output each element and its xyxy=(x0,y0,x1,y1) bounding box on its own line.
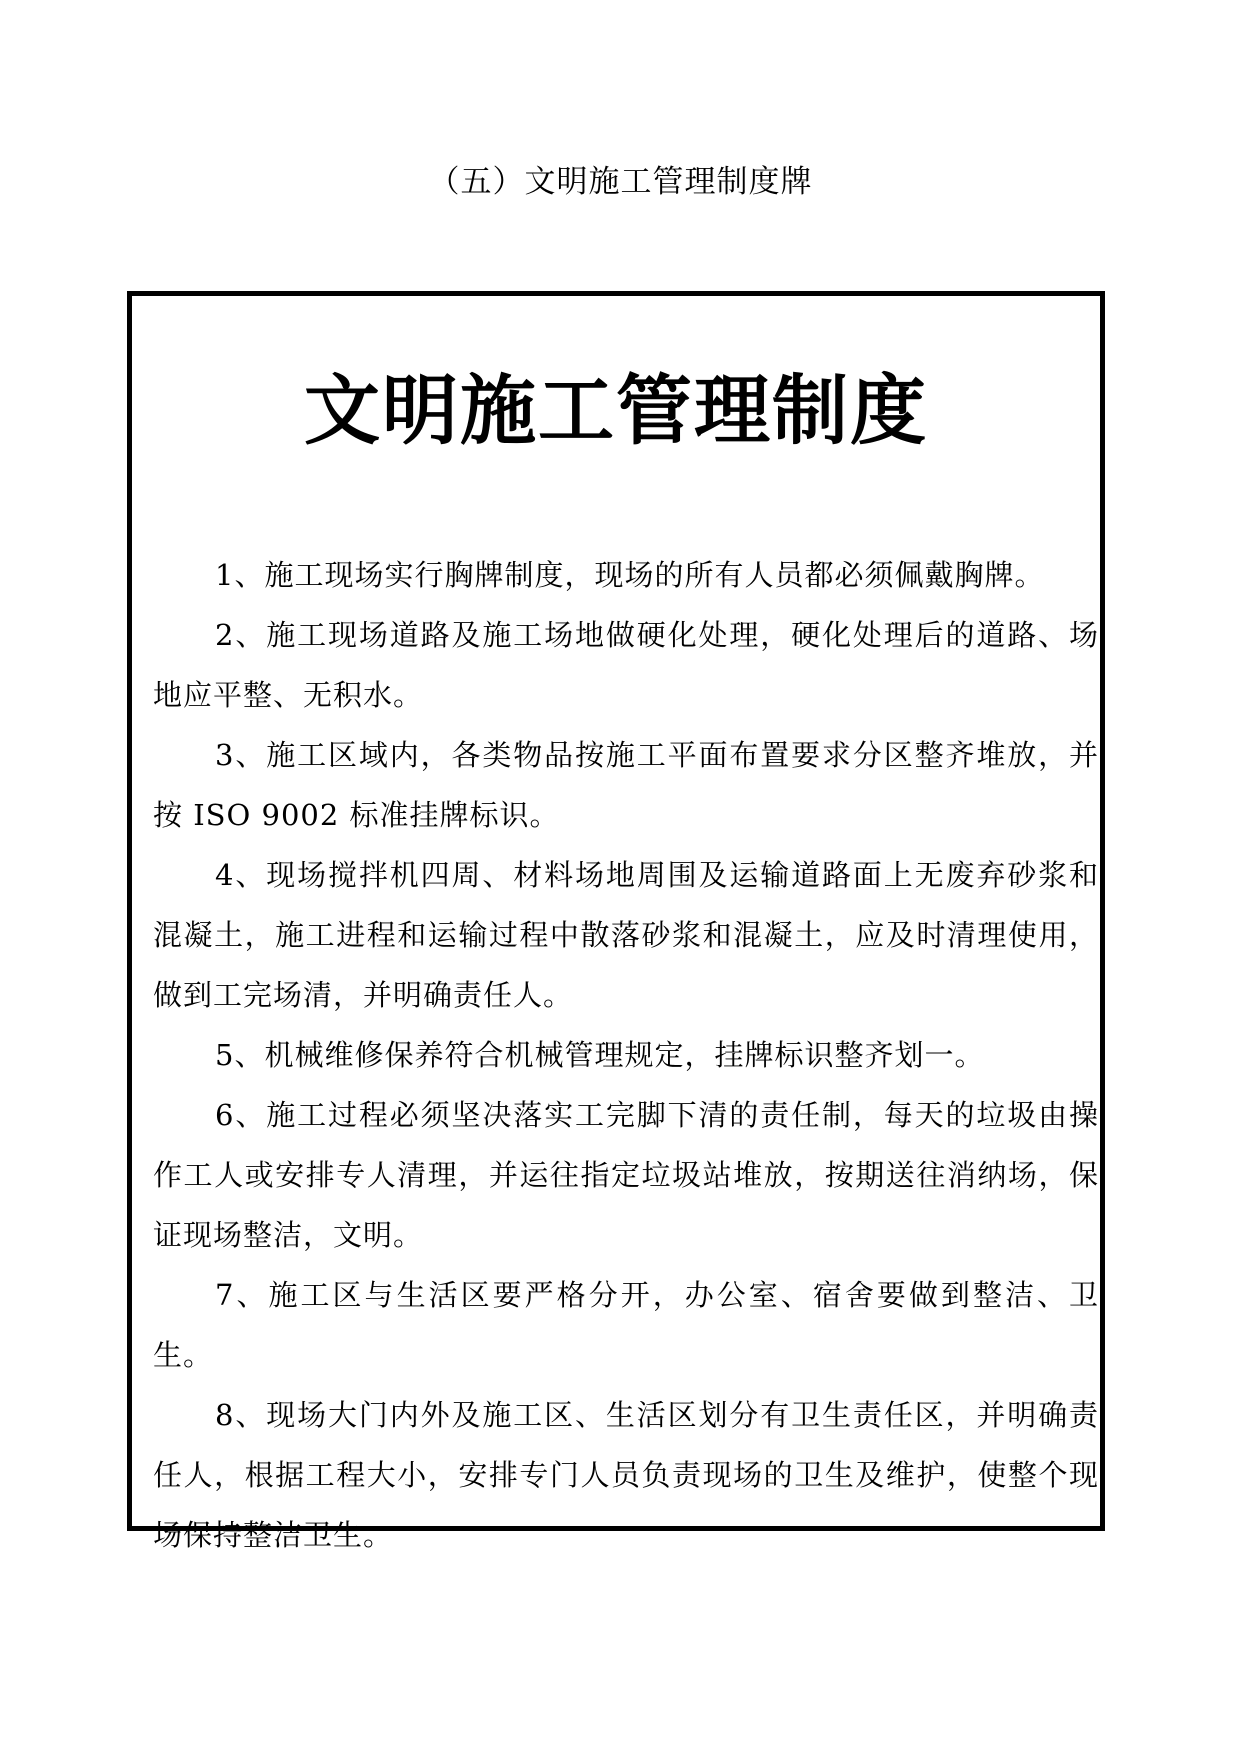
rule-item-7: 7、施工区与生活区要严格分开，办公室、宿舍要做到整洁、卫生。 xyxy=(153,1278,1099,1372)
rule-item-6: 6、施工过程必须坚决落实工完脚下清的责任制，每天的垃圾由操作工人或安排专人清理，并运往指定垃圾站堆放，按期送往消纳场，保证现场整洁，文明。 xyxy=(153,1098,1099,1252)
sign-title: 文明施工管理制度 xyxy=(304,366,928,455)
regulation-sign-board xyxy=(127,291,1105,1552)
rule-item-8: 8、现场大门内外及施工区、生活区划分有卫生责任区，并明确责任人，根据工程大小，安排专门人员负责现场的卫生及维护，使整个现场保持整洁卫生。 xyxy=(153,1398,1099,1552)
rule-item-1: 1、施工现场实行胸牌制度，现场的所有人员都必须佩戴胸牌。 xyxy=(215,558,1045,592)
rule-item-4: 4、现场搅拌机四周、材料场地周围及运输道路面上无废弃砂浆和混凝土，施工进程和运输过程中散落砂浆和混凝土，应及时清理使用，做到工完场清，并明确责任人。 xyxy=(153,858,1099,1012)
rule-item-2: 2、施工现场道路及施工场地做硬化处理，硬化处理后的道路、场地应平整、无积水。 xyxy=(153,618,1099,712)
rule-item-5: 5、机械维修保养符合机械管理规定，挂牌标识整齐划一。 xyxy=(215,1038,985,1072)
rule-item-3: 3、施工区域内，各类物品按施工平面布置要求分区整齐堆放，并按 ISO 9002 标准挂牌标识。 xyxy=(153,738,1099,832)
rules-list xyxy=(153,545,1099,1565)
page-heading: （五）文明施工管理制度牌 xyxy=(428,164,813,200)
